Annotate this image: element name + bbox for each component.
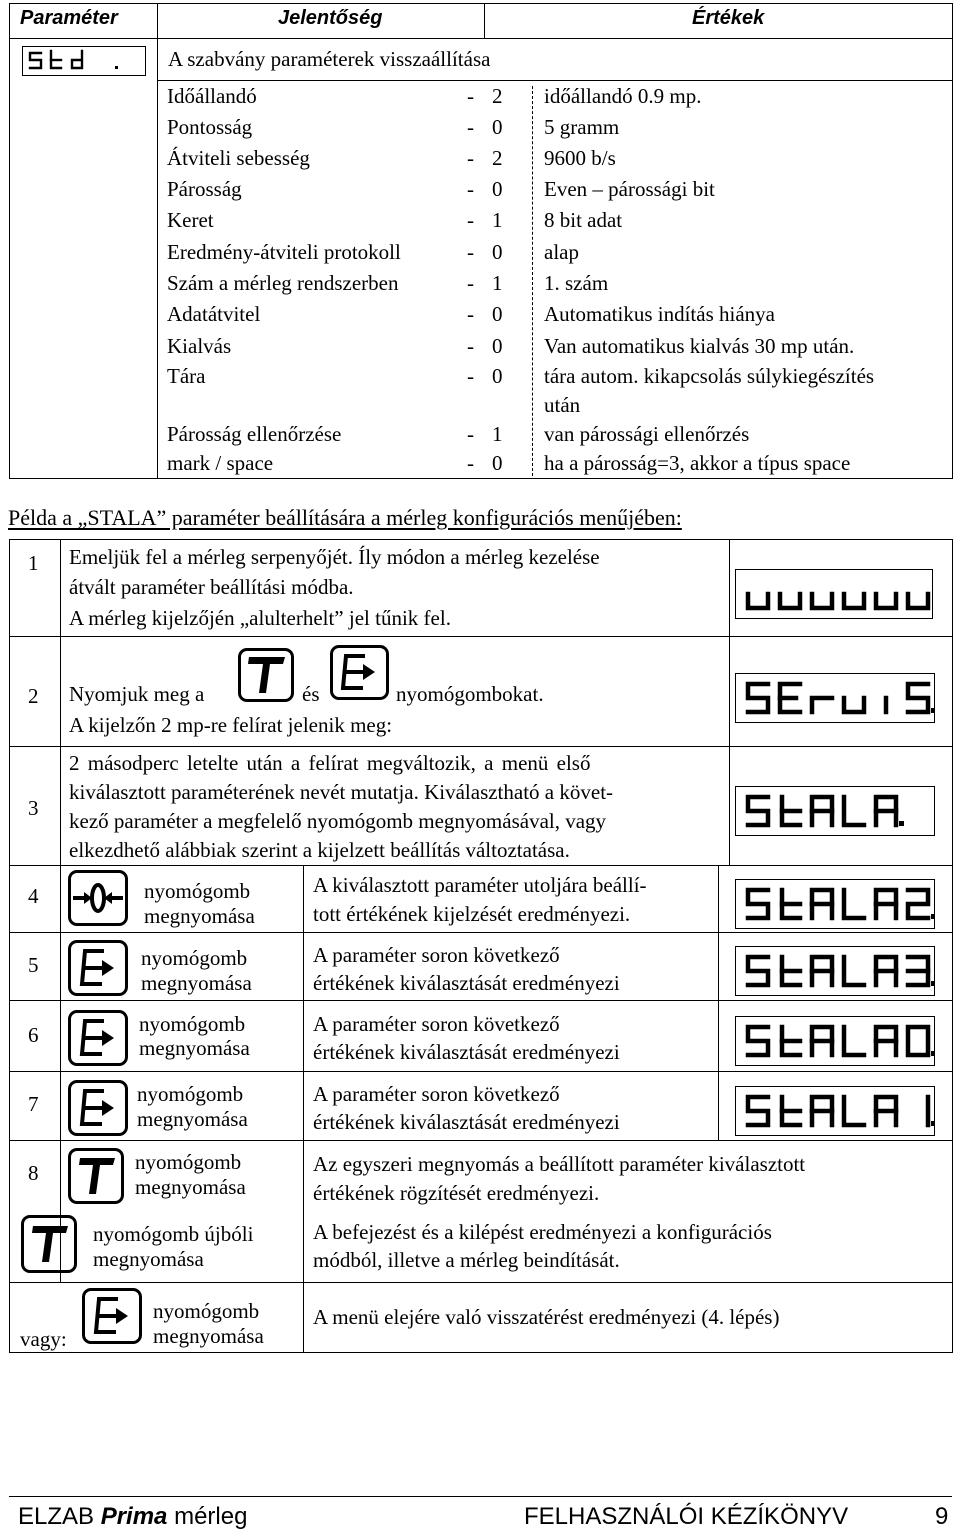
step-3-line-4: elkezdhető alábbiak szerint a kijelzett beállítás változtatása. <box>69 838 570 862</box>
footer-rest: mérleg <box>167 1503 248 1530</box>
lcd-char-L <box>844 890 864 918</box>
lcd-char-3 <box>908 957 934 986</box>
std-description: A szabvány paraméterek visszaállítása <box>168 47 491 71</box>
zero-arrows-icon <box>68 870 128 926</box>
step-9-button-label-2: megnyomása <box>93 1247 204 1271</box>
lcd-char-L <box>844 957 864 985</box>
param-value: van párossági ellenőrzés <box>544 422 750 446</box>
enter-arrow-icon <box>330 645 389 700</box>
lcd-char-u <box>908 594 928 608</box>
tare-T-icon <box>238 648 294 702</box>
lcd-char-A <box>812 797 832 825</box>
step-2-mid: és <box>302 682 320 706</box>
step-number-4: 4 <box>28 884 39 908</box>
param-value: 1. szám <box>544 271 609 295</box>
lcd-char-L <box>844 1027 864 1055</box>
lcd-display-stala0 <box>735 1016 935 1066</box>
lcd-char-t <box>782 1027 800 1055</box>
param-name: Párosság ellenőrzése <box>167 422 342 446</box>
example-heading: Példa a „STALA” paraméter beállítására a mérleg konfigurációs menűjében: <box>8 505 682 530</box>
lcd-char-t <box>782 890 800 918</box>
lcd-display-stala3 <box>735 946 935 996</box>
step-number-1: 1 <box>28 551 39 575</box>
step-4-desc-2: tott értékének kijelzését eredményezi. <box>313 902 631 926</box>
step-3-line-2: kiválasztott paraméterének nevét mutatja. Kiválasztható a követ- <box>69 780 614 804</box>
tare-T-icon <box>68 1148 124 1204</box>
step-number-2: 2 <box>28 684 39 708</box>
step-2-post: nyomógombokat. <box>396 682 544 706</box>
tare-T-icon <box>21 1215 77 1273</box>
step-3-line-1: 2 másodperc letelte után a felírat megváltozik, a menü első <box>69 751 591 775</box>
step-1-line-3: A mérleg kijelzőjén „alulterhelt” jel tűnik fel. <box>69 606 451 630</box>
param-value: 9600 b/s <box>544 146 616 170</box>
step-3-line-3: kező paraméter a megfelelő nyomógomb megnyomásával, vagy <box>69 809 607 833</box>
param-code: 0 <box>492 364 503 388</box>
param-value: tára autom. kikapcsolás súlykiegészítés <box>544 364 875 388</box>
param-separator: - <box>467 208 474 232</box>
step-8-button-label-1: nyomógomb <box>135 1150 242 1174</box>
step-4-button-label-2: megnyomása <box>144 904 255 928</box>
lcd-char-u <box>748 594 768 608</box>
enter-arrow-icon <box>68 940 128 996</box>
enter-arrow-icon <box>68 1010 128 1066</box>
param-separator: - <box>467 177 474 201</box>
param-value: után <box>544 393 581 417</box>
param-separator: - <box>467 115 474 139</box>
lcd-char-S <box>748 1027 768 1055</box>
step-number-7: 7 <box>28 1092 39 1116</box>
lcd-char-L <box>844 1097 864 1125</box>
param-code: 0 <box>492 334 503 358</box>
param-value: alap <box>544 240 579 264</box>
lcd-char-u <box>876 594 896 608</box>
param-separator: - <box>467 302 474 326</box>
lcd-char-t <box>782 797 800 825</box>
page-number: 9 <box>935 1503 949 1530</box>
lcd-char-A <box>876 957 896 985</box>
step-8-button-label-2: megnyomása <box>135 1175 246 1199</box>
param-name: Tára <box>167 364 206 388</box>
lcd-char-2 <box>908 890 934 919</box>
param-name: Kialvás <box>167 334 232 358</box>
lcd-char-S <box>748 684 768 712</box>
step-2-pre: Nyomjuk meg a <box>69 682 205 706</box>
step-9-desc-1: A befejezést és a kilépést eredményezi a konfigurációs <box>313 1220 772 1244</box>
param-separator: - <box>467 240 474 264</box>
step-10-button-label-2: megnyomása <box>153 1324 264 1348</box>
param-separator: - <box>467 271 474 295</box>
lcd-char-L <box>844 797 864 825</box>
lcd-char-u <box>844 594 864 608</box>
step-number-6: 6 <box>28 1023 39 1047</box>
step-6-desc-1: A paraméter soron következő <box>313 1012 560 1036</box>
step-5-desc-2: értékének kiválasztását eredményezi <box>313 971 620 995</box>
param-value: időállandó 0.9 mp. <box>544 84 702 108</box>
footer-model: Prima <box>100 1503 168 1530</box>
param-separator: - <box>467 422 474 446</box>
std-display <box>22 46 146 76</box>
param-value: Van automatikus kialvás 30 mp után. <box>544 334 855 358</box>
step-number-5: 5 <box>28 953 39 977</box>
lcd-char-S <box>748 797 768 825</box>
param-separator: - <box>467 84 474 108</box>
param-code: 0 <box>492 451 503 475</box>
param-value: ha a párosság=3, akkor a típus space <box>544 451 851 475</box>
step-10-button-label-1: nyomógomb <box>153 1299 260 1323</box>
param-value: 8 bit adat <box>544 208 623 232</box>
lcd-char-A <box>876 890 896 918</box>
param-code: 0 <box>492 240 503 264</box>
footer-brand: ELZAB <box>18 1503 101 1530</box>
lcd-char-S <box>748 890 768 918</box>
enter-arrow-icon <box>82 1288 142 1344</box>
param-separator: - <box>467 364 474 388</box>
param-code: 0 <box>492 177 503 201</box>
step-5-button-label-2: megnyomása <box>141 971 252 995</box>
lcd-char-A <box>876 1027 896 1055</box>
param-name: mark / space <box>167 451 274 475</box>
step-7-button-label-2: megnyomása <box>137 1107 248 1131</box>
param-code: 1 <box>492 271 503 295</box>
lcd-display-servis <box>735 673 935 723</box>
step-6-button-label-2: megnyomása <box>139 1036 250 1060</box>
step-number-3: 3 <box>28 796 39 820</box>
param-value: 5 gramm <box>544 115 620 139</box>
param-code: 1 <box>492 208 503 232</box>
param-name: Párosság <box>167 177 242 201</box>
step-7-button-label-1: nyomógomb <box>137 1082 244 1106</box>
step-9-button-label-1: nyomógomb újbóli <box>93 1222 254 1246</box>
param-separator: - <box>467 146 474 170</box>
lcd-char-A <box>812 890 832 918</box>
step-10-prefix: vagy: <box>20 1327 67 1351</box>
lcd-char-u <box>780 594 800 608</box>
header-parameter: Paraméter <box>20 7 118 29</box>
step-8-desc-1: Az egyszeri megnyomás a beállított paraméter kiválasztott <box>313 1152 806 1176</box>
param-separator: - <box>467 451 474 475</box>
lcd-char-r <box>812 698 832 712</box>
step-6-desc-2: értékének kiválasztását eredményezi <box>313 1040 620 1064</box>
step-1-line-1: Emeljük fel a mérleg serpenyőjét. Íly módon a mérleg kezelése <box>69 545 600 569</box>
param-name: Adatátvitel <box>167 302 261 326</box>
param-code: 0 <box>492 115 503 139</box>
lcd-char-v <box>844 698 864 712</box>
step-2-line-2: A kijelzőn 2 mp-re felírat jelenik meg: <box>69 713 393 737</box>
param-code: 2 <box>492 84 503 108</box>
footer-left <box>18 1503 247 1531</box>
param-separator: - <box>467 334 474 358</box>
param-name: Szám a mérleg rendszerben <box>167 271 399 295</box>
param-name: Átviteli sebesség <box>167 146 310 170</box>
param-code: 1 <box>492 422 503 446</box>
lcd-char-S <box>748 1097 768 1125</box>
lcd-char-A <box>812 1097 832 1125</box>
enter-arrow-icon <box>68 1080 128 1136</box>
step-4-desc-1: A kiválasztott paraméter utoljára beállí- <box>313 873 647 897</box>
step-7-desc-2: értékének kiválasztását eredményezi <box>313 1110 620 1134</box>
lcd-char-u <box>812 594 832 608</box>
step-number-8: 8 <box>28 1161 39 1185</box>
lcd-char-A <box>876 1097 896 1125</box>
header-meaning: Jelentőség <box>278 7 383 29</box>
param-code: 2 <box>492 146 503 170</box>
param-name: Eredmény-átviteli protokoll <box>167 240 401 264</box>
step-6-button-label-1: nyomógomb <box>139 1012 246 1036</box>
lcd-char-t <box>782 957 800 985</box>
param-value: Automatikus indítás hiánya <box>544 302 775 326</box>
step-5-desc-1: A paraméter soron következő <box>313 943 560 967</box>
step-1-line-2: átvált paraméter beállítási módba. <box>69 575 354 599</box>
step-10-desc-1: A menü elejére való visszatérést eredményezi (4. lépés) <box>313 1305 780 1329</box>
param-name: Keret <box>167 208 214 232</box>
step-8-desc-2: értékének rögzítését eredményezi. <box>313 1181 600 1205</box>
lcd-display-stala <box>735 786 935 836</box>
lcd-char-A <box>812 1027 832 1055</box>
step-5-button-label-1: nyomógomb <box>141 946 248 970</box>
param-name: Pontosság <box>167 115 253 139</box>
lcd-char-t <box>782 1097 800 1125</box>
header-values: Értékek <box>692 7 765 29</box>
lcd-char-S <box>748 957 768 985</box>
step-9-desc-2: módból, illetve a mérleg beindítását. <box>313 1248 620 1272</box>
lcd-char-S <box>908 684 934 713</box>
param-name: Időállandó <box>167 84 257 108</box>
lcd-char-A <box>876 797 904 826</box>
lcd-display-stala1 <box>735 1086 935 1136</box>
param-value: Even – párossági bit <box>544 177 715 201</box>
lcd-char-A <box>812 957 832 985</box>
lcd-char-E <box>780 684 800 712</box>
step-4-button-label-1: nyomógomb <box>144 879 251 903</box>
lcd-char-1 <box>928 1097 934 1126</box>
param-code: 0 <box>492 302 503 326</box>
footer-title: FELHASZNÁLÓI KÉZÍKÖNYV <box>524 1503 849 1530</box>
lcd-char-0 <box>908 1027 934 1056</box>
step-7-desc-1: A paraméter soron következő <box>313 1082 560 1106</box>
lcd-display-stala2 <box>735 879 935 929</box>
lcd-display-underload <box>735 569 933 619</box>
